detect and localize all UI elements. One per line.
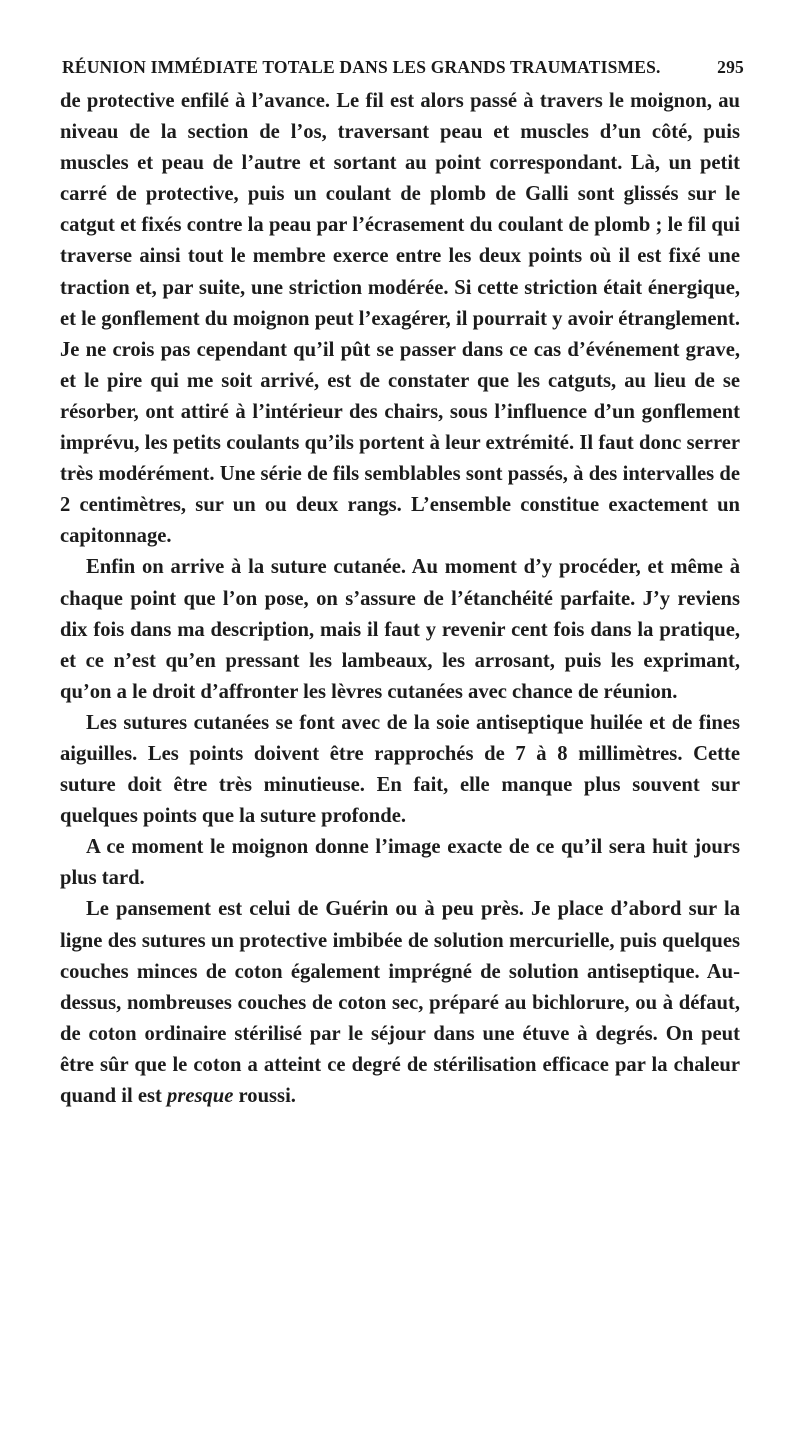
body-text xyxy=(60,86,740,1112)
paragraph-4: A ce moment le moignon donne l’image exacte de ce qu’il sera huit jours plus tard. xyxy=(60,836,740,890)
italic-emphasis: presque xyxy=(167,1085,234,1107)
running-title: RÉUNION IMMÉDIATE TOTALE DANS LES GRANDS TRAUMATISMES. xyxy=(62,57,661,77)
paragraph-5-text: Le pansement est celui de Guérin ou à peu près. Je place d’abord sur la ligne des sutures un protective imbibée de solution mercurielle, puis quelques couches minces de coton également imprégné de solution antiseptique. Au-dessus, nombreuses couches de coton sec, préparé au bichlorure, ou à défaut, de coton ordinaire stérilisé par le séjour dans une étuve à degrés. On peut être sûr que le coton a atteint ce degré de stérilisation efficace par la chaleur quand il est xyxy=(60,898,740,1107)
paragraph-1: de protective enfilé à l’avance. Le fil est alors passé à travers le moignon, au niveau de la section de l’os, traversant peau et muscles d’un côté, puis muscles et peau de l’autre et sortant au point correspondant. Là, un petit carré de protective, puis un coulant de plomb de Galli sont glissés sur le catgut et fixés contre la peau par l’écrasement du coulant de plomb ; le fil qui traverse ainsi tout le membre exerce entre les deux points où il est fixé une traction et, par suite, une striction modérée. Si cette striction était énergique, et le gonflement du moignon peut l’exagérer, il pourrait y avoir étranglement. Je ne crois pas cependant qu’il pût se passer dans ce cas d’événement grave, et le pire qui me soit arrivé, est de constater que les catguts, au lieu de se résorber, ont attiré à l’intérieur des chairs, sous l’influence d’un gonflement imprévu, les petits coulants qu’ils portent à leur extrémité. Il faut donc serrer très modérément. Une série de fils semblables sont passés, à des intervalles de 2 centimètres, sur un ou deux rangs. L’ensemble constitue exactement un capitonnage. xyxy=(60,90,740,548)
paragraph-3: Les sutures cutanées se font avec de la soie antiseptique huilée et de fines aiguilles. Les points doivent être rapprochés de 7 à 8 millimètres. Cette suture doit être très minutieuse. En fait, elle manque plus souvent sur quelques points que la suture profonde. xyxy=(60,711,740,828)
page-number: 295 xyxy=(717,57,744,77)
paragraph-2: Enfin on arrive à la suture cutanée. Au moment d’y procéder, et même à chaque point que l’on pose, on s’assure de l’étanchéité parfaite. J’y reviens dix fois dans ma description, mais il faut y revenir cent fois dans la pratique, et ce n’est qu’en pressant les lambeaux, les arrosant, puis les exprimant, qu’on a le droit d’affronter les lèvres cutanées avec chance de réunion. xyxy=(60,556,740,703)
paragraph-5 xyxy=(60,894,740,1112)
paragraph-5-end: roussi. xyxy=(233,1085,296,1107)
